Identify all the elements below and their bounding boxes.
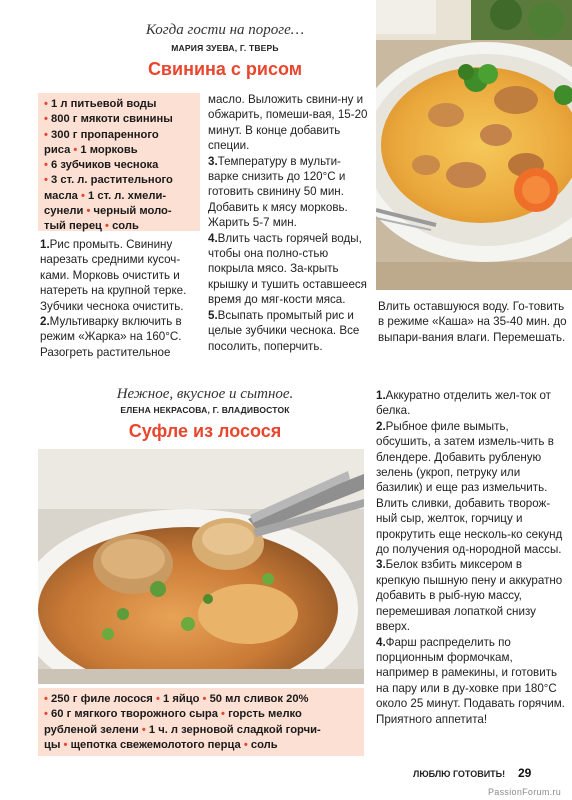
step-number: 5. bbox=[208, 308, 218, 322]
recipe1-author: МАРИЯ ЗУЕВА, Г. ТВЕРЬ bbox=[171, 43, 279, 53]
step-text: Белок взбить миксером в крепкую пышную пену и аккуратно добавить в рыб-ную массу, перемешивая лопаткой снизу вверх. bbox=[376, 558, 563, 634]
bullet-icon: • bbox=[73, 143, 78, 156]
step bbox=[208, 231, 370, 308]
step bbox=[376, 635, 566, 727]
step-text: Аккуратно отделить жел-ток от белка. bbox=[376, 389, 551, 418]
step bbox=[208, 308, 370, 354]
ingredient-line: цы • щепотка свежемолотого перца • соль bbox=[44, 738, 278, 751]
ingredient-line: • 1 л питьевой воды bbox=[44, 98, 157, 110]
ingredient-line: • 6 зубчиков чеснока bbox=[44, 159, 159, 172]
recipe2-ingredients bbox=[38, 688, 364, 756]
step bbox=[40, 314, 201, 360]
bullet-icon: • bbox=[86, 205, 91, 218]
step bbox=[376, 557, 566, 634]
recipe2-steps bbox=[376, 388, 566, 727]
recipe2-title: Суфле из лосося bbox=[128, 421, 282, 441]
bullet-icon: • bbox=[243, 738, 248, 751]
ingredient-line: сунели • черный моло- bbox=[44, 205, 172, 218]
step-number: 3. bbox=[208, 154, 218, 168]
step bbox=[40, 237, 201, 314]
salmon-souffle-photo bbox=[38, 449, 364, 684]
step-text: Влить часть горячей воды, чтобы она полно-стью покрыла мясо. За-крыть крышку и тушить оставшееся время до мяг-кости мяса. bbox=[208, 231, 367, 307]
bullet-icon: • bbox=[44, 174, 48, 187]
bullet-icon: • bbox=[141, 723, 146, 736]
ingredient-line: • 60 г мягкого творожного сыра • горсть мелко bbox=[44, 708, 302, 721]
bullet-icon: • bbox=[44, 128, 48, 141]
bullet-icon: • bbox=[105, 220, 109, 233]
bullet-icon: • bbox=[155, 693, 160, 705]
bullet-icon: • bbox=[44, 98, 48, 110]
step-text: Рыбное филе вымыть, обсушить, а затем измель-чить в блендере. Добавить рубленую зелень (укроп, петруку или базилик) и еще раз измельчить. Влить сливки, добавить творож-ный сыр, желток, горчицу и прокрутить еще несколь-ко секунд до получения од-нородной массы. bbox=[376, 419, 563, 557]
step bbox=[208, 154, 370, 231]
ingredient-line: рубленой зелени • 1 ч. л зерновой сладкой горчи- bbox=[44, 723, 321, 736]
watermark: PassionForum.ru bbox=[488, 787, 562, 797]
step-text: Температуру в мульти-варке снизить до 120°С и готовить свинину 50 мин. Добавить к мясу морковь. Жарить 5-7 мин. bbox=[208, 154, 348, 230]
recipe1-steps-col2 bbox=[208, 92, 370, 354]
ingredient-line: • 800 г мякоти свинины bbox=[44, 113, 173, 126]
bullet-icon: • bbox=[221, 708, 225, 721]
page-number: 29 bbox=[518, 766, 532, 780]
step-number: 1. bbox=[40, 238, 50, 251]
step-text: Всыпать промытый рис и целые зубчики чеснока. Все посолить, поперчить. bbox=[208, 308, 360, 353]
pork-rice-photo bbox=[376, 0, 572, 290]
recipe1-ingredients bbox=[38, 93, 200, 231]
bullet-icon: • bbox=[81, 189, 85, 202]
ingredient-line: масла • 1 ст. л. хмели- bbox=[44, 189, 167, 202]
step bbox=[376, 419, 566, 558]
step-text: Мультиварку включить в режим «Жарка» на 160°С. Разогреть растительное bbox=[40, 315, 182, 359]
step-number: 4. bbox=[208, 231, 218, 245]
step-number: 1. bbox=[376, 389, 386, 402]
bullet-icon: • bbox=[202, 693, 207, 705]
ingredient-line: • 3 ст. л. растительного bbox=[44, 174, 173, 187]
bullet-icon: • bbox=[44, 113, 48, 126]
recipe1-title: Свинина с рисом bbox=[147, 59, 303, 79]
bullet-icon: • bbox=[44, 693, 48, 705]
bullet-icon: • bbox=[44, 708, 48, 721]
step bbox=[376, 388, 566, 419]
recipe1-tagline: Когда гости на пороге… bbox=[145, 22, 305, 38]
ingredient-line: • 250 г филе лосося • 1 яйцо • 50 мл сливок 20% bbox=[44, 693, 309, 705]
ingredient-line: тый перец • соль bbox=[44, 220, 139, 233]
recipe1-steps-col1 bbox=[40, 237, 201, 360]
step bbox=[208, 92, 370, 154]
ingredient-line: • 300 г пропаренного bbox=[44, 128, 159, 141]
step-number: 2. bbox=[40, 315, 50, 329]
step-number: 2. bbox=[376, 419, 386, 433]
bullet-icon: • bbox=[63, 738, 68, 751]
step-number: 3. bbox=[376, 558, 386, 572]
bullet-icon: • bbox=[44, 159, 48, 172]
step-text: Фарш распределить по порционным формочкам, например в рамекины, и готовить на пару или в ду-ховке при 180°С около 25 минут. Подавать горячим. Приятного аппетита! bbox=[376, 635, 565, 726]
recipe1-steps-col3: Влить оставшуюся воду. Го-товить в режиме «Каша» на 35-40 мин. до выпари-вания влаги. Перемешать. bbox=[378, 300, 567, 344]
magazine-name: ЛЮБЛЮ ГОТОВИТЬ! bbox=[413, 769, 506, 779]
recipe2-tagline: Нежное, вкусное и сытное. bbox=[116, 386, 294, 402]
step-number: 4. bbox=[376, 635, 386, 649]
step-text: масло. Выложить свини-ну и обжарить, помеши-вая, 15-20 минут. В конце добавить специи. bbox=[208, 93, 368, 153]
ingredient-line: риса • 1 морковь bbox=[44, 143, 138, 156]
recipe2-author: ЕЛЕНА НЕКРАСОВА, Г. ВЛАДИВОСТОК bbox=[120, 405, 290, 415]
step-text: Рис промыть. Свинину нарезать средними кусоч-ками. Морковь очистить и натереть на крупной терке. Зубчики чеснока очистить. bbox=[40, 238, 187, 313]
